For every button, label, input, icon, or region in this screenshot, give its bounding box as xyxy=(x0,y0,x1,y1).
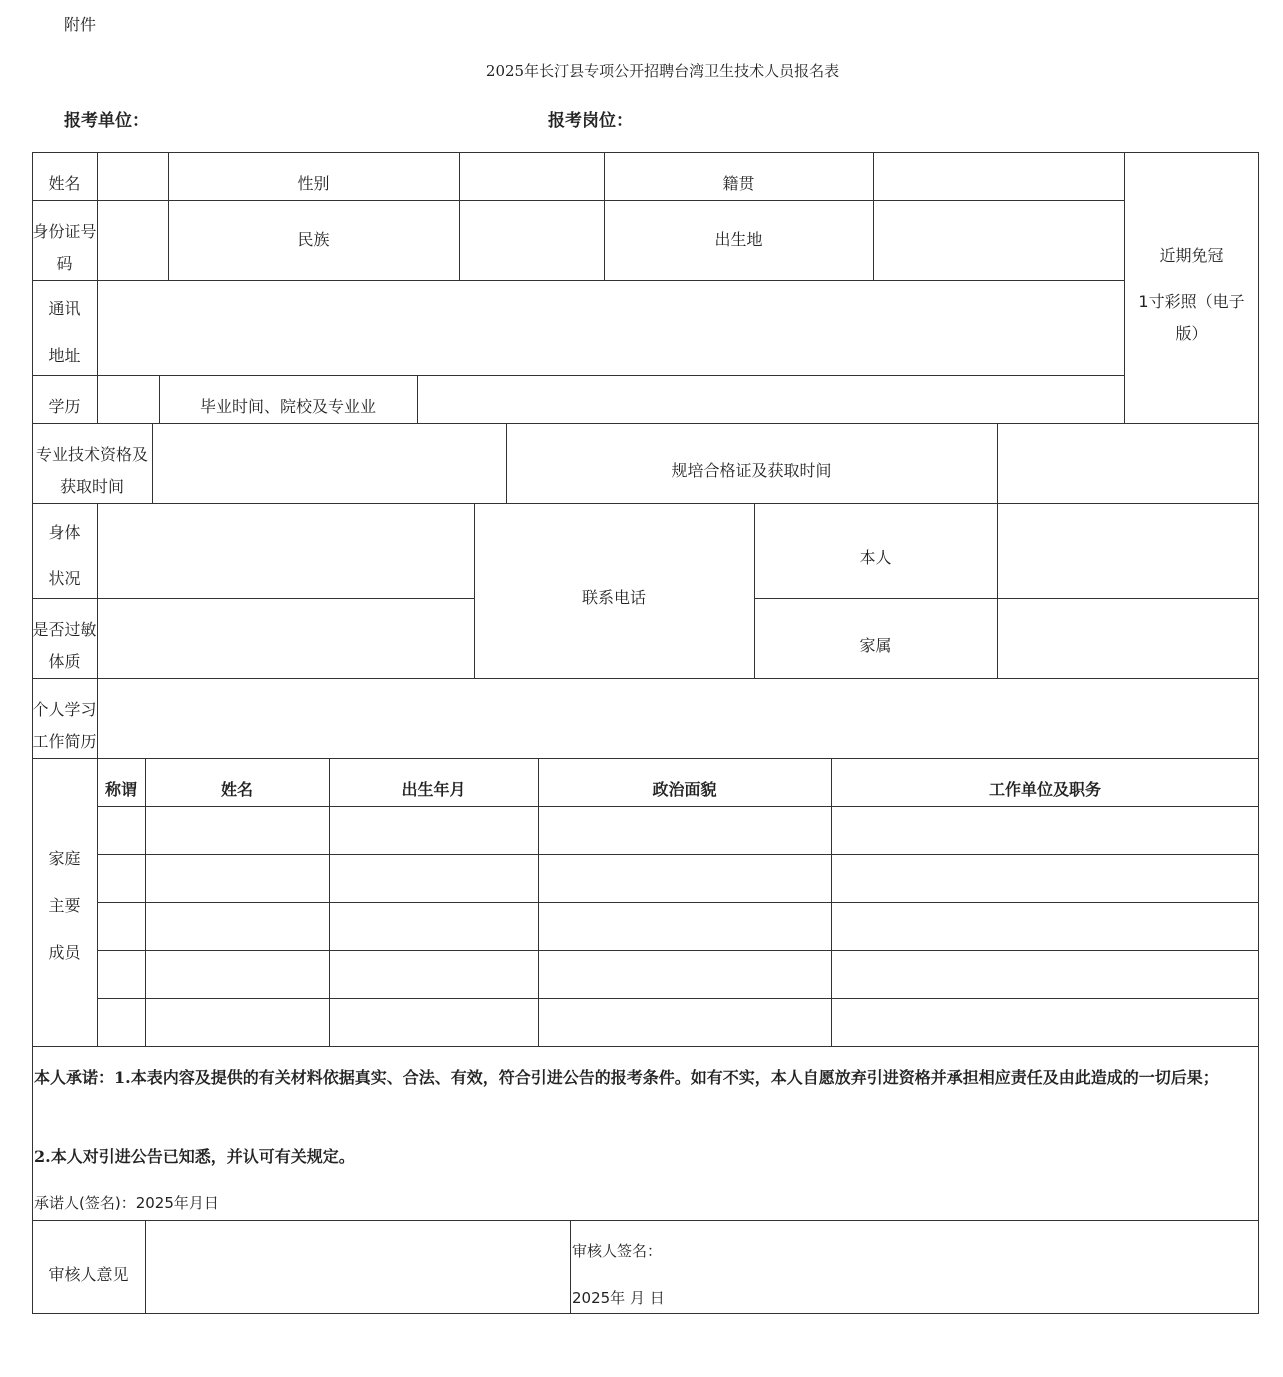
review-opinion-label: 审核人意见 xyxy=(48,1264,129,1284)
phone-label: 联系电话 xyxy=(581,587,646,607)
divider xyxy=(570,1220,571,1314)
pledge-clause-2: 2.本人对引进公告已知悉，并认可有关规定。 xyxy=(34,1147,355,1166)
divider xyxy=(32,1046,1259,1047)
qualification-input[interactable] xyxy=(153,424,506,503)
allergy-input[interactable] xyxy=(98,599,474,678)
family-header-relation: 称谓 xyxy=(104,779,137,799)
post-label: 报考岗位： xyxy=(548,111,633,131)
resume-input[interactable] xyxy=(98,679,1259,758)
family-header-work: 工作单位及职务 xyxy=(988,779,1101,799)
self-phone-input[interactable] xyxy=(998,504,1259,598)
attachment-label: 附件 xyxy=(64,15,97,34)
id-number-input[interactable] xyxy=(98,201,168,280)
reviewer-signature-label: 审核人签名： xyxy=(572,1242,663,1260)
pledge-signer: 承诺人(签名)：2025年月日 xyxy=(34,1194,219,1212)
native-place-input[interactable] xyxy=(874,153,1124,200)
divider xyxy=(97,806,1259,807)
qualification-label: 专业技术资格及获取时间 xyxy=(35,445,148,496)
name-input[interactable] xyxy=(98,153,168,200)
family-header-birth: 出生年月 xyxy=(401,779,466,799)
self-phone-label: 本人 xyxy=(859,547,892,567)
graduation-input[interactable] xyxy=(418,376,1124,423)
id-number-label: 身份证号码 xyxy=(32,222,97,273)
photo-upload-box[interactable] xyxy=(1125,153,1259,423)
photo-instruction-1: 近期免冠 xyxy=(1159,245,1224,265)
review-date-label: 2025年 月 日 xyxy=(572,1289,665,1307)
training-cert-label: 规培合格证及获取时间 xyxy=(671,460,832,480)
family-members-label: 家庭主要成员 xyxy=(48,848,81,962)
unit-label: 报考单位： xyxy=(64,111,149,131)
graduation-label: 毕业时间、院校及专业业 xyxy=(199,396,376,416)
name-label: 姓名 xyxy=(48,173,81,193)
photo-instruction-2: 1寸彩照（电子版） xyxy=(1138,292,1245,343)
family-header-political: 政治面貌 xyxy=(652,779,717,799)
training-cert-input[interactable] xyxy=(998,424,1259,503)
family-phone-input[interactable] xyxy=(998,599,1259,678)
education-label: 学历 xyxy=(48,396,81,416)
review-opinion-input[interactable] xyxy=(146,1221,570,1314)
family-phone-label: 家属 xyxy=(859,635,892,655)
divider xyxy=(97,950,1259,951)
divider xyxy=(97,998,1259,999)
birthplace-input[interactable] xyxy=(874,201,1124,280)
health-label: 身体状况 xyxy=(48,522,81,588)
gender-label: 性别 xyxy=(297,173,330,193)
pledge-clause-1: 本人承诺：1.本表内容及提供的有关材料依据真实、合法、有效，符合引进公告的报考条件。如有不实，本人自愿放弃引进资格并承担相应责任及由此造成的一切后果； xyxy=(34,1068,1219,1087)
address-label: 通讯地址 xyxy=(48,299,81,365)
divider xyxy=(97,854,1259,855)
divider xyxy=(32,758,1259,759)
address-input[interactable] xyxy=(98,281,1124,375)
page-title: 2025年长汀县专项公开招聘台湾卫生技术人员报名表 xyxy=(485,62,840,80)
divider xyxy=(97,902,1259,903)
health-input[interactable] xyxy=(98,504,474,598)
native-place-label: 籍贯 xyxy=(722,173,755,193)
resume-label: 个人学习工作简历 xyxy=(32,700,97,751)
ethnicity-input[interactable] xyxy=(460,201,604,280)
birthplace-label: 出生地 xyxy=(714,229,763,249)
allergy-label: 是否过敏体质 xyxy=(32,620,97,671)
ethnicity-label: 民族 xyxy=(297,229,330,249)
family-header-name: 姓名 xyxy=(220,779,253,799)
education-input[interactable] xyxy=(98,376,159,423)
gender-input[interactable] xyxy=(460,153,604,200)
